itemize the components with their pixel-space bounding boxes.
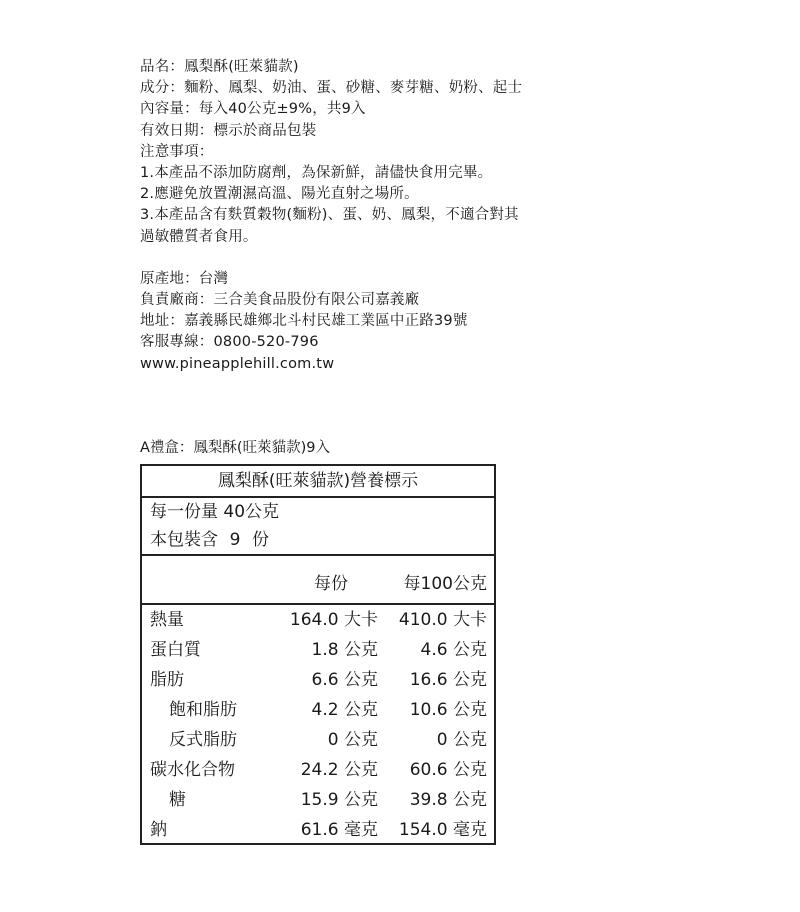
per-serving-value: 1.8 公克 — [311, 640, 378, 660]
per-100g-value: 10.6 公克 — [409, 700, 487, 720]
net-content-line: 內容量：每入40公克±9%，共9入 — [140, 101, 366, 118]
servings-prefix: 本包裝含 — [150, 530, 218, 550]
per-serving-value: 24.2 公克 — [300, 760, 378, 780]
ingredients-line: 成分：麵粉、鳳梨、奶油、蛋、砂糖、麥芽糖、奶粉、起士 — [140, 80, 523, 97]
per-100g-value: 39.8 公克 — [409, 790, 487, 810]
notice-item-3-continued: 過敏體質者食用。 — [140, 228, 258, 245]
nutrition-table-title: 鳳梨酥(旺萊貓款)營養標示 — [142, 466, 494, 498]
nutrition-rows — [142, 605, 494, 845]
nutrition-facts-table — [140, 464, 496, 845]
hotline-line: 客服專線：0800-520-796 — [140, 334, 319, 351]
manufacturer-line: 負責廠商：三合美食品股份有限公司嘉義廠 — [140, 292, 420, 309]
row-energy — [142, 605, 494, 635]
servings-per-package — [150, 526, 494, 554]
nutrient-name: 蛋白質 — [150, 640, 201, 660]
row-trans-fat — [142, 725, 494, 755]
website-line: www.pineapplehill.com.tw — [140, 355, 335, 372]
row-fat — [142, 665, 494, 695]
row-sodium — [142, 815, 494, 845]
nutrient-name: 熱量 — [150, 610, 184, 630]
serving-info — [142, 498, 494, 556]
product-name-line: 品名：鳳梨酥(旺萊貓款) — [140, 59, 299, 75]
row-protein — [142, 635, 494, 665]
product-info-block — [140, 57, 522, 375]
per-serving-value: 0 公克 — [327, 730, 378, 750]
nutrient-name: 碳水化合物 — [150, 760, 235, 780]
origin-line: 原產地：台灣 — [140, 270, 229, 287]
servings-suffix: 份 — [252, 530, 269, 550]
serving-size: 每一份量 40公克 — [150, 502, 280, 522]
nutrient-name: 鈉 — [150, 820, 167, 840]
spacer — [140, 248, 522, 269]
address-line: 地址：嘉義縣民雄鄉北斗村民雄工業區中正路39號 — [140, 313, 468, 330]
gift-box-title: A禮盒：鳳梨酥(旺萊貓款)9入 — [140, 440, 330, 456]
row-saturated-fat — [142, 695, 494, 725]
header-per-serving: 每份 — [314, 574, 348, 594]
per-serving-value: 4.2 公克 — [311, 700, 378, 720]
per-100g-value: 0 公克 — [436, 730, 487, 750]
per-100g-value: 410.0 大卡 — [398, 610, 487, 630]
notice-item-3: 3.本產品含有麩質穀物(麵粉)、蛋、奶、鳳梨，不適合對其 — [140, 207, 519, 224]
nutrition-column-header — [142, 556, 494, 605]
per-serving-value: 15.9 公克 — [300, 790, 378, 810]
nutrient-name: 飽和脂肪 — [169, 700, 237, 720]
per-100g-value: 154.0 毫克 — [398, 820, 487, 840]
notice-item-1: 1.本產品不添加防腐劑，為保新鮮，請儘快食用完畢。 — [140, 164, 493, 181]
notice-heading: 注意事項： — [140, 143, 214, 160]
nutrient-name: 脂肪 — [150, 670, 184, 690]
expiry-line: 有效日期：標示於商品包裝 — [140, 122, 317, 139]
row-carbohydrate — [142, 755, 494, 785]
nutrient-name: 反式脂肪 — [169, 730, 237, 750]
servings-count: 9 — [229, 530, 241, 550]
nutrient-name: 糖 — [169, 790, 186, 810]
per-serving-value: 164.0 大卡 — [289, 610, 378, 630]
notice-item-2: 2.應避免放置潮濕高溫、陽光直射之場所。 — [140, 186, 419, 203]
per-100g-value: 4.6 公克 — [420, 640, 487, 660]
per-100g-value: 60.6 公克 — [409, 760, 487, 780]
row-sugar — [142, 785, 494, 815]
per-serving-value: 6.6 公克 — [311, 670, 378, 690]
header-per-100g: 每100公克 — [403, 574, 487, 594]
per-serving-value: 61.6 毫克 — [300, 820, 378, 840]
per-100g-value: 16.6 公克 — [409, 670, 487, 690]
